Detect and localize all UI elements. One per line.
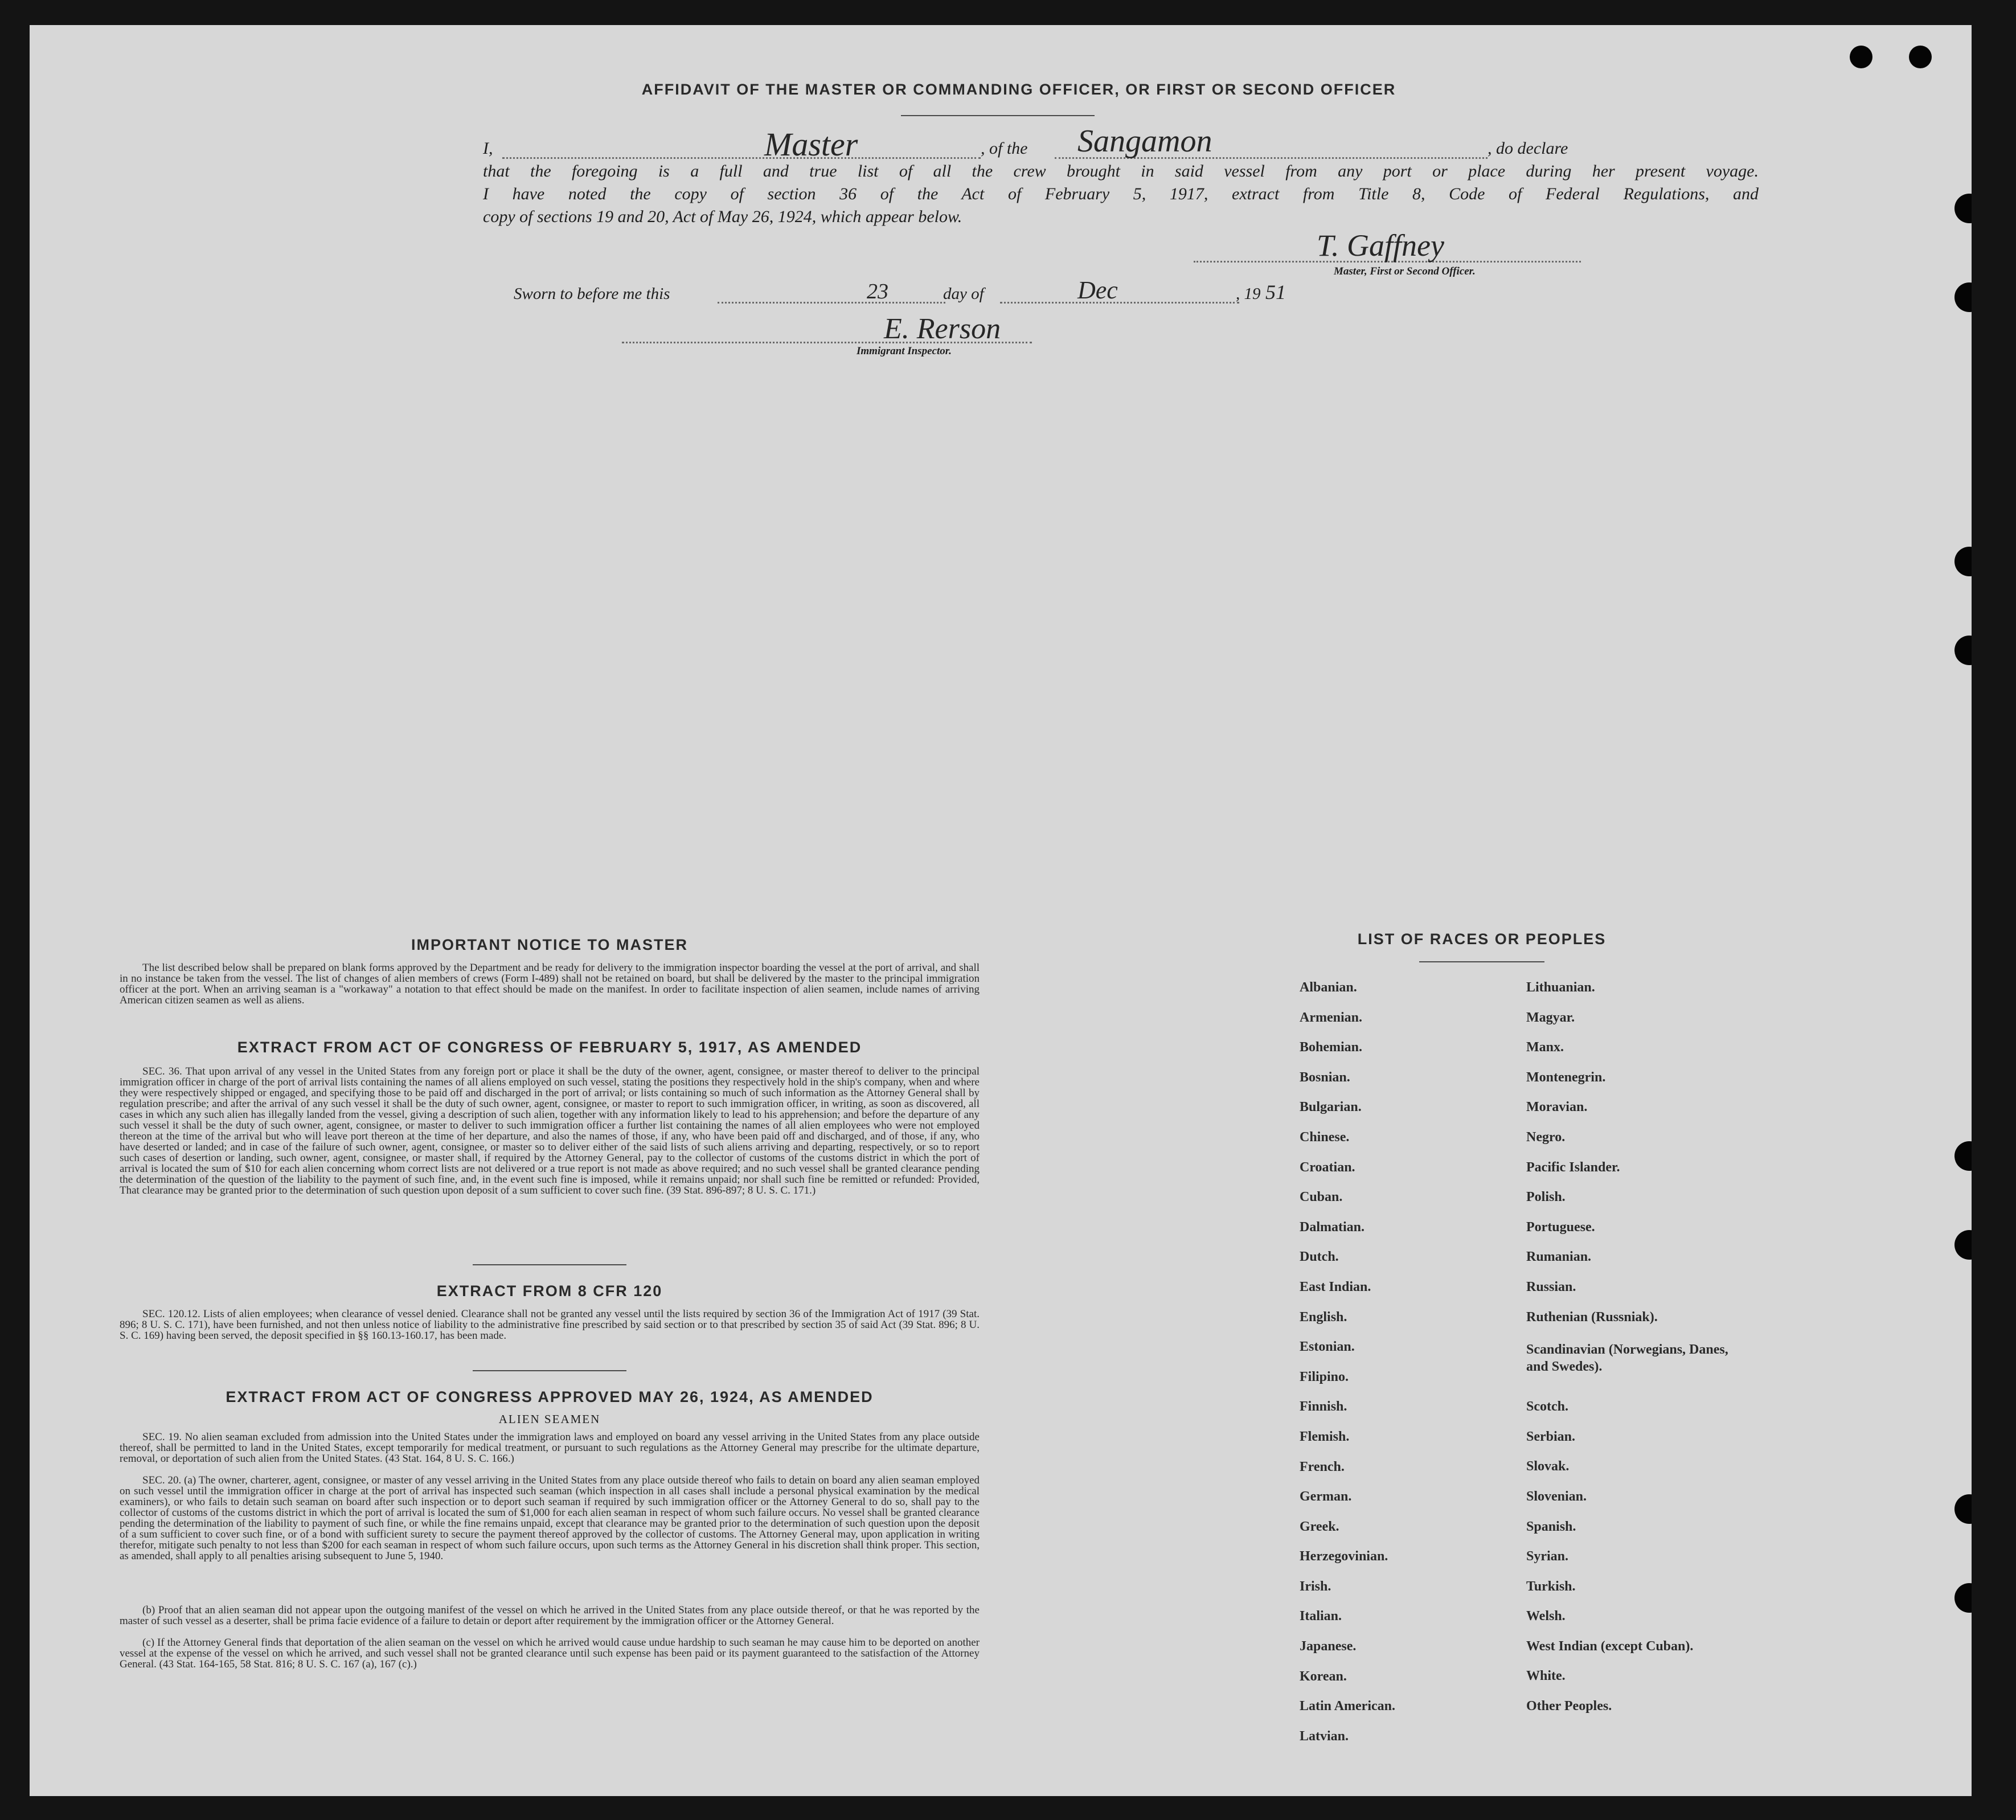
- race-item: Scandinavian (Norwegians, Danes, and Swedes).: [1526, 1342, 1728, 1375]
- race-item: Croatian.: [1300, 1159, 1355, 1175]
- extract-8cfr-text: SEC. 120.12. Lists of alien employees; when clearance of vessel denied. Clearance shall not be granted any vessel until the lists required by section 36 of the Immigration Act of 1917 (39 Stat. 896; 8 U. S. C. 171), have been furnished, and not then unless notice of liability to the administrative fine prescribed by said section or to that prescribed by section 35 of said Act (39 Stat. 896; 8 U. S. C. 169) having been served, the deposit specified in §§ 160.13-160.17, has been made.: [120, 1309, 980, 1342]
- notice-text: The list described below shall be prepared on blank forms approved by the Department and be ready for delivery to the immigration inspector boarding the vessel at the port of arrival, and shall in no instance be taken from the vessel. The list of changes of alien members of crews (Form I-489) shall not be retained on board, but shall be delivered by the master to the principal immigration officer at the port. When an arriving seaman is a "workaway" a notation to that effect should be made on the manifest. In order to facilitate inspection of alien seamen, include names of arriving American citizen seamen as well as aliens.: [120, 962, 980, 1006]
- race-item: Chinese.: [1300, 1129, 1350, 1145]
- race-item: Latin American.: [1300, 1699, 1395, 1714]
- race-item: Flemish.: [1300, 1429, 1350, 1444]
- race-item: Slovenian.: [1526, 1489, 1587, 1504]
- extract-1924-subtitle: ALIEN SEAMEN: [498, 1412, 601, 1426]
- extract-1924-sec20b: (b) Proof that an alien seaman did not appear upon the outgoing manifest of the vessel on which he arrived in the United States from any place outside thereof, or that he was reported by the master of such vessel as a deserter, shall be prima facie evidence of a failure to detain or deport after requirement by the immigration officer or the Attorney General.: [120, 1605, 980, 1627]
- race-item: Japanese.: [1300, 1639, 1357, 1654]
- race-item: Cuban.: [1300, 1190, 1343, 1205]
- extract-1917-text: SEC. 36. That upon arrival of any vessel in the United States from any foreign port or place it shall be the duty of the owner, agent, consignee, or master thereof to deliver to the principal immigration officer in charge of the port of arrival lists containing the names of all aliens employed on such vessel, stating the positions they respectively hold in the ship's company, when and where they were respectively shipped or engaged, and specifying those to be paid off and discharged in the port of arrival; or lists containing so much of such information as the Attorney General shall by regulation prescribe; and after the arrival of any such vessel it shall be the duty of such owner, agent, consignee, or master to report to such immigration officer, in writing, as soon as discovered, all cases in which any such alien has illegally landed from the vessel, giving a description of such alien, together with any information likely to lead to his apprehension; and before the departure of any such vessel it shall be the duty of such owner, agent, consignee, or master to deliver to such immigration officer a further list containing the names of all alien employees who were not employed thereon at the time of the arrival but who will leave port thereon at the time of her departure, and also the names of those, if any, who have been paid off and discharged, and of those, if any, who have deserted or landed; and in case of the failure of such owner, agent, consignee, or master so to deliver either of the said lists of such aliens arriving and departing, respectively, or so to report such cases of desertion or landing, such owner, agent, consignee, or master shall, if required by the Attorney General, pay to the collector of customs of the customs district in which the port of arrival is located the sum of $10 for each alien concerning whom correct lists are not delivered or a true report is not made as above required; and no such vessel shall be granted clearance pending the determination of the question of the liability to the payment of such fine, and, in the event such fine is imposed, while it remains unpaid; nor shall such fine be remitted or refunded: Provided, That clearance may be granted prior to the determination of such question upon deposit of a sum sufficient to cover such fine. (39 Stat. 896-897; 8 U. S. C. 171.): [120, 1066, 980, 1196]
- race-item: Bulgarian.: [1300, 1100, 1362, 1115]
- day-line: [718, 302, 945, 304]
- race-item: Italian.: [1300, 1609, 1342, 1624]
- race-item: Syrian.: [1526, 1549, 1569, 1564]
- race-item: Serbian.: [1526, 1429, 1576, 1444]
- race-item: Scotch.: [1526, 1399, 1568, 1415]
- day-of-text: day of: [943, 285, 984, 303]
- rank-handwritten: Master: [764, 126, 858, 163]
- race-item: Filipino.: [1300, 1369, 1349, 1384]
- notice-title: IMPORTANT NOTICE TO MASTER: [411, 936, 688, 953]
- race-item: Polish.: [1526, 1190, 1566, 1205]
- race-item: White.: [1526, 1669, 1566, 1684]
- extract-1924-sec20c: (c) If the Attorney General finds that deportation of the alien seaman on the vessel on which he arrived would cause undue hardship to such seaman he may cause him to be deported on another vessel at the expense of the vessel on which he arrived, and such vessel shall not be granted clearance until such expense has been paid or its payment guaranteed to the satisfaction of the Attorney General. (43 Stat. 164-165, 58 Stat. 816; 8 U. S. C. 167 (a), 167 (c).): [120, 1637, 980, 1670]
- year-prefix: , 19: [1236, 285, 1261, 303]
- section-divider: [473, 1370, 626, 1371]
- race-item: Rumanian.: [1526, 1249, 1592, 1265]
- race-item: Albanian.: [1300, 980, 1357, 995]
- title-rule: [901, 115, 1095, 116]
- race-item: Finnish.: [1300, 1399, 1347, 1415]
- inspector-signature: E. Rerson: [884, 313, 1001, 345]
- extract-8cfr-title: EXTRACT FROM 8 CFR 120: [436, 1282, 663, 1300]
- races-column-2: [1526, 973, 1743, 1721]
- master-caption: Master, First or Second Officer.: [1334, 265, 1476, 277]
- race-item: Latvian.: [1300, 1728, 1349, 1744]
- extract-1924-sec20a: SEC. 20. (a) The owner, charterer, agent, consignee, or master of any vessel arriving in the United States from any place outside thereof who fails to detain on board any alien seaman employed on such vessel until the immigration officer in charge at the port of arrival has inspected such seaman (which inspection in all cases shall include a personal physical examination by the medical examiners), or who fails to detain such seaman on board after such inspection or to deport such seaman if required by such immigration officer or the Attorney General to do so, shall pay to the collector of customs of the customs district in which the port of arrival is located the sum of $1,000 for each alien seaman in respect of whom such failure occurs. No vessel shall be granted clearance pending the determination of the liability to payment of such fine, or while the fine remains unpaid, except that clearance may be granted prior to the determination of such question upon the deposit of a sum sufficient to cover such fine, or of a bond with sufficient surety to secure the payment thereof approved by the collector of customs. The Attorney General may, upon application in writing therefor, mitigate such penalty to not less than $200 for each seaman in respect of whom such failure occurs, upon such terms as the Attorney General in his discretion shall think proper. This section, as amended, shall apply to all penalties arising subsequent to June 5, 1940.: [120, 1475, 980, 1562]
- month-handwritten: Dec: [1077, 276, 1118, 304]
- rank-line: [502, 157, 981, 159]
- race-item: Montenegrin.: [1526, 1069, 1606, 1085]
- races-title: LIST OF RACES OR PEOPLES: [1357, 931, 1607, 948]
- punch-hole: [1954, 1230, 1972, 1260]
- race-item: Moravian.: [1526, 1100, 1588, 1115]
- race-item: English.: [1300, 1309, 1347, 1325]
- inspector-caption: Immigrant Inspector.: [857, 345, 952, 357]
- extract-1917-title: EXTRACT FROM ACT OF CONGRESS OF FEBRUARY 5, 1917, AS AMENDED: [237, 1039, 862, 1056]
- document-page: [30, 25, 1972, 1796]
- declaration-line-2: that the foregoing is a full and true list of all the crew brought in said vessel from any port or place during her present voyage.: [483, 162, 1759, 181]
- race-item: Korean.: [1300, 1669, 1347, 1684]
- race-item: German.: [1300, 1489, 1352, 1505]
- race-item: Herzegovinian.: [1300, 1549, 1388, 1564]
- race-item: Turkish.: [1526, 1579, 1576, 1594]
- master-signature: T. Gaffney: [1317, 228, 1444, 263]
- extract-1924-sec19: SEC. 19. No alien seaman excluded from admission into the United States under the immigration laws and employed on board any vessel arriving in the United States from any place outside thereof, shall be permitted to land in the United States, except temporarily for medical treatment, or pursuant to such regulations as the Attorney General may prescribe for the ultimate departure, removal, or deportation of such alien from the United States. (43 Stat. 164, 8 U. S. C. 166.): [120, 1432, 980, 1465]
- race-item: Irish.: [1300, 1579, 1331, 1594]
- race-item: Ruthenian (Russniak).: [1526, 1309, 1658, 1325]
- race-item: Pacific Islander.: [1526, 1159, 1620, 1175]
- day-handwritten: 23: [867, 280, 888, 304]
- do-declare-text: , do declare: [1488, 139, 1568, 158]
- race-item: Greek.: [1300, 1519, 1339, 1534]
- declaration-i: I,: [483, 139, 493, 158]
- race-item: Armenian.: [1300, 1010, 1362, 1025]
- extract-1924-title: EXTRACT FROM ACT OF CONGRESS APPROVED MAY 26, 1924, AS AMENDED: [226, 1388, 874, 1405]
- punch-hole: [1954, 636, 1972, 665]
- races-column-1: [1300, 973, 1539, 1751]
- race-item: Spanish.: [1526, 1519, 1576, 1534]
- race-item: Russian.: [1526, 1279, 1576, 1294]
- punch-hole: [1954, 1141, 1972, 1171]
- race-item: Welsh.: [1526, 1609, 1566, 1624]
- race-item: East Indian.: [1300, 1279, 1371, 1294]
- declaration-line-3: I have noted the copy of section 36 of the Act of February 5, 1917, extract from Title 8, Code of Federal Regulations, and: [483, 185, 1759, 203]
- vessel-handwritten: Sangamon: [1077, 124, 1212, 159]
- race-item: West Indian (except Cuban).: [1526, 1638, 1694, 1654]
- race-item: Manx.: [1526, 1040, 1564, 1055]
- punch-hole: [1909, 46, 1932, 68]
- affidavit-title: AFFIDAVIT OF THE MASTER OR COMMANDING OFFICER, OR FIRST OR SECOND OFFICER: [641, 81, 1396, 98]
- race-item: French.: [1300, 1459, 1345, 1474]
- race-item: Bohemian.: [1300, 1040, 1363, 1055]
- punch-hole: [1954, 1583, 1972, 1613]
- year-handwritten: 51: [1265, 281, 1286, 304]
- races-title-rule: [1419, 961, 1544, 962]
- month-line: [1000, 302, 1239, 304]
- race-item: Negro.: [1526, 1129, 1566, 1145]
- race-item: Portuguese.: [1526, 1219, 1595, 1235]
- punch-hole: [1850, 46, 1872, 68]
- race-item: Slovak.: [1526, 1459, 1570, 1474]
- legal-notices: [120, 936, 980, 1680]
- punch-hole: [1954, 282, 1972, 312]
- race-item: Lithuanian.: [1526, 980, 1595, 995]
- race-item: Dutch.: [1300, 1249, 1339, 1265]
- race-item: Magyar.: [1526, 1010, 1575, 1025]
- section-divider: [473, 1264, 626, 1265]
- race-item: Dalmatian.: [1300, 1219, 1365, 1235]
- punch-hole: [1954, 1494, 1972, 1524]
- declaration-line-4: copy of sections 19 and 20, Act of May 26, 1924, which appear below.: [483, 207, 962, 226]
- punch-hole: [1954, 547, 1972, 576]
- punch-hole: [1954, 194, 1972, 223]
- race-item: Other Peoples.: [1526, 1699, 1612, 1714]
- race-item: Estonian.: [1300, 1339, 1355, 1355]
- sworn-text: Sworn to before me this: [514, 285, 670, 303]
- race-item: Bosnian.: [1300, 1069, 1350, 1085]
- of-the-text: , of the: [981, 139, 1028, 158]
